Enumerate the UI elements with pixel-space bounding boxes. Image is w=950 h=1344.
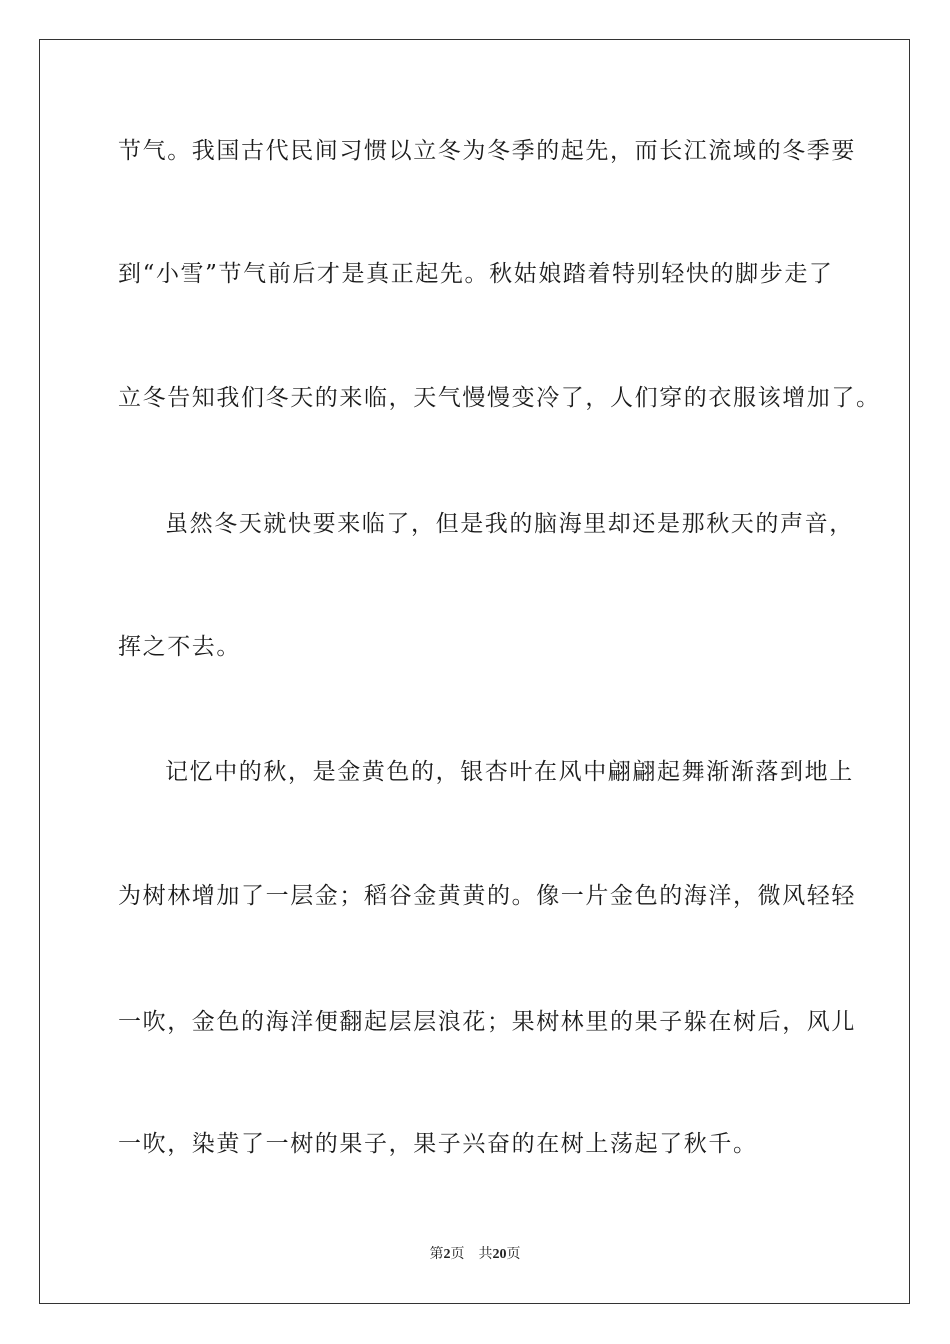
text-line-9: 一吹，染黄了一树的果子，果子兴奋的在树上荡起了秋千。 — [118, 1131, 758, 1157]
page-border — [39, 39, 910, 1304]
text-line-1: 节气。我国古代民间习惯以立冬为冬季的起先，而长江流域的冬季要 — [118, 138, 856, 164]
total-pages: 20 — [492, 1247, 507, 1262]
text-line-3: 立冬告知我们冬天的来临，天气慢慢变冷了，人们穿的衣服该增加了。 — [118, 385, 881, 411]
page-number: 2 — [443, 1247, 451, 1262]
text-line-4: 虽然冬天就快要来临了，但是我的脑海里却还是那秋天的声音， — [165, 511, 854, 537]
page-prefix: 第 — [429, 1246, 444, 1262]
total-prefix: 共 — [478, 1246, 493, 1262]
text-line-7: 为树林增加了一层金；稻谷金黄黄的。像一片金色的海洋，微风轻轻 — [118, 883, 856, 909]
text-line-6: 记忆中的秋，是金黄色的，银杏叶在风中翩翩起舞渐渐落到地上 — [165, 759, 854, 785]
page-suffix: 页 — [450, 1246, 465, 1262]
text-line-8: 一吹，金色的海洋便翻起层层浪花；果树林里的果子躲在树后，风儿 — [118, 1009, 856, 1035]
text-line-2: 到“小雪”节气前后才是真正起先。秋姑娘踏着特别轻快的脚步走了 — [118, 261, 834, 287]
page-footer — [0, 1244, 950, 1265]
total-suffix: 页 — [506, 1246, 521, 1262]
text-line-5: 挥之不去。 — [118, 634, 241, 660]
